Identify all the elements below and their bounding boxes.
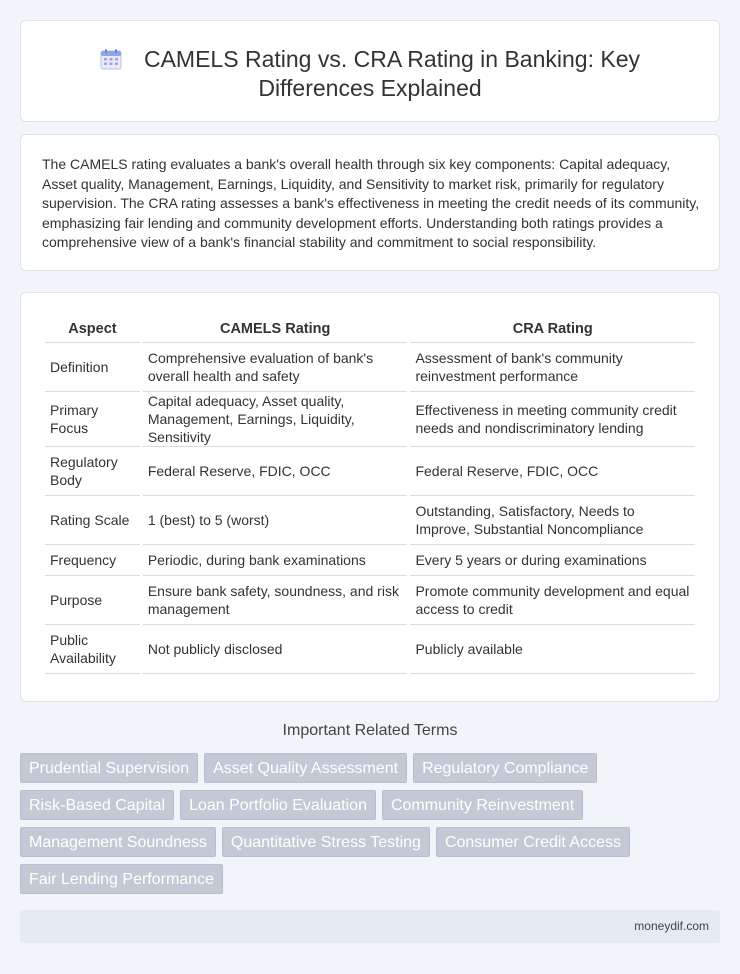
- cra-cell: Every 5 years or during examinations: [410, 545, 695, 576]
- tag-quantitative-stress-testing[interactable]: Quantitative Stress Testing: [222, 827, 430, 857]
- comparison-table: [42, 313, 698, 674]
- aspect-cell: Primary Focus: [45, 392, 140, 447]
- table-header-row: [45, 313, 695, 343]
- aspect-cell: Regulatory Body: [45, 447, 140, 496]
- cra-cell: Promote community development and equal access to credit: [410, 576, 695, 625]
- cra-cell: Publicly available: [410, 625, 695, 674]
- header-camels: CAMELS Rating: [143, 313, 408, 343]
- related-terms-tags: [20, 753, 720, 894]
- header-cra: CRA Rating: [410, 313, 695, 343]
- tag-prudential-supervision[interactable]: Prudential Supervision: [20, 753, 198, 783]
- cra-cell: Assessment of bank's community reinvestment performance: [410, 343, 695, 392]
- calendar-icon: [100, 48, 122, 70]
- header-aspect: Aspect: [45, 313, 140, 343]
- comparison-table-card: [20, 292, 720, 702]
- camels-cell: Federal Reserve, FDIC, OCC: [143, 447, 408, 496]
- tag-regulatory-compliance[interactable]: Regulatory Compliance: [413, 753, 597, 783]
- camels-cell: Comprehensive evaluation of bank's overall health and safety: [143, 343, 408, 392]
- tag-consumer-credit-access[interactable]: Consumer Credit Access: [436, 827, 630, 857]
- table-row: [45, 392, 695, 447]
- tag-community-reinvestment[interactable]: Community Reinvestment: [382, 790, 583, 820]
- camels-cell: Capital adequacy, Asset quality, Management, Earnings, Liquidity, Sensitivity: [143, 392, 408, 447]
- tag-fair-lending-performance[interactable]: Fair Lending Performance: [20, 864, 223, 894]
- table-row: [45, 576, 695, 625]
- camels-cell: 1 (best) to 5 (worst): [143, 496, 408, 545]
- page-title: [21, 45, 719, 103]
- table-row: [45, 343, 695, 392]
- aspect-cell: Rating Scale: [45, 496, 140, 545]
- footer: [20, 910, 720, 943]
- related-terms-heading: Important Related Terms: [282, 722, 458, 739]
- camels-cell: Ensure bank safety, soundness, and risk management: [143, 576, 408, 625]
- table-row: [45, 447, 695, 496]
- cra-cell: Federal Reserve, FDIC, OCC: [410, 447, 695, 496]
- title-line-2: Differences Explained: [258, 75, 482, 101]
- aspect-cell: Frequency: [45, 545, 140, 576]
- cra-cell: Effectiveness in meeting community credit needs and nondiscriminatory lending: [410, 392, 695, 447]
- tag-loan-portfolio-evaluation[interactable]: Loan Portfolio Evaluation: [180, 790, 376, 820]
- tag-asset-quality-assessment[interactable]: Asset Quality Assessment: [204, 753, 407, 783]
- title-line-1: CAMELS Rating vs. CRA Rating in Banking: Key: [143, 46, 640, 72]
- aspect-cell: Public Availability: [45, 625, 140, 674]
- aspect-cell: Purpose: [45, 576, 140, 625]
- table-row: [45, 496, 695, 545]
- camels-cell: Not publicly disclosed: [143, 625, 408, 674]
- tag-management-soundness[interactable]: Management Soundness: [20, 827, 216, 857]
- footer-site[interactable]: moneydif.com: [634, 919, 709, 933]
- aspect-cell: Definition: [45, 343, 140, 392]
- table-row: [45, 545, 695, 576]
- intro-paragraph: The CAMELS rating evaluates a bank's overall health through six key components: Capital adequacy, Asset quality, Management, Earnings, Liquidity, and Sensitivity to market risk, primarily for regulatory supervision. The CRA rating assesses a bank's effectiveness in meeting the credit needs of its community, emphasizing fair lending and community development efforts. Understanding both ratings provides a comprehensive view of a bank's financial stability and commitment to social responsibility.: [42, 156, 700, 250]
- intro-card: [20, 134, 720, 271]
- tag-risk-based-capital[interactable]: Risk-Based Capital: [20, 790, 174, 820]
- title-card: [20, 20, 720, 122]
- table-row: [45, 625, 695, 674]
- camels-cell: Periodic, during bank examinations: [143, 545, 408, 576]
- cra-cell: Outstanding, Satisfactory, Needs to Improve, Substantial Noncompliance: [410, 496, 695, 545]
